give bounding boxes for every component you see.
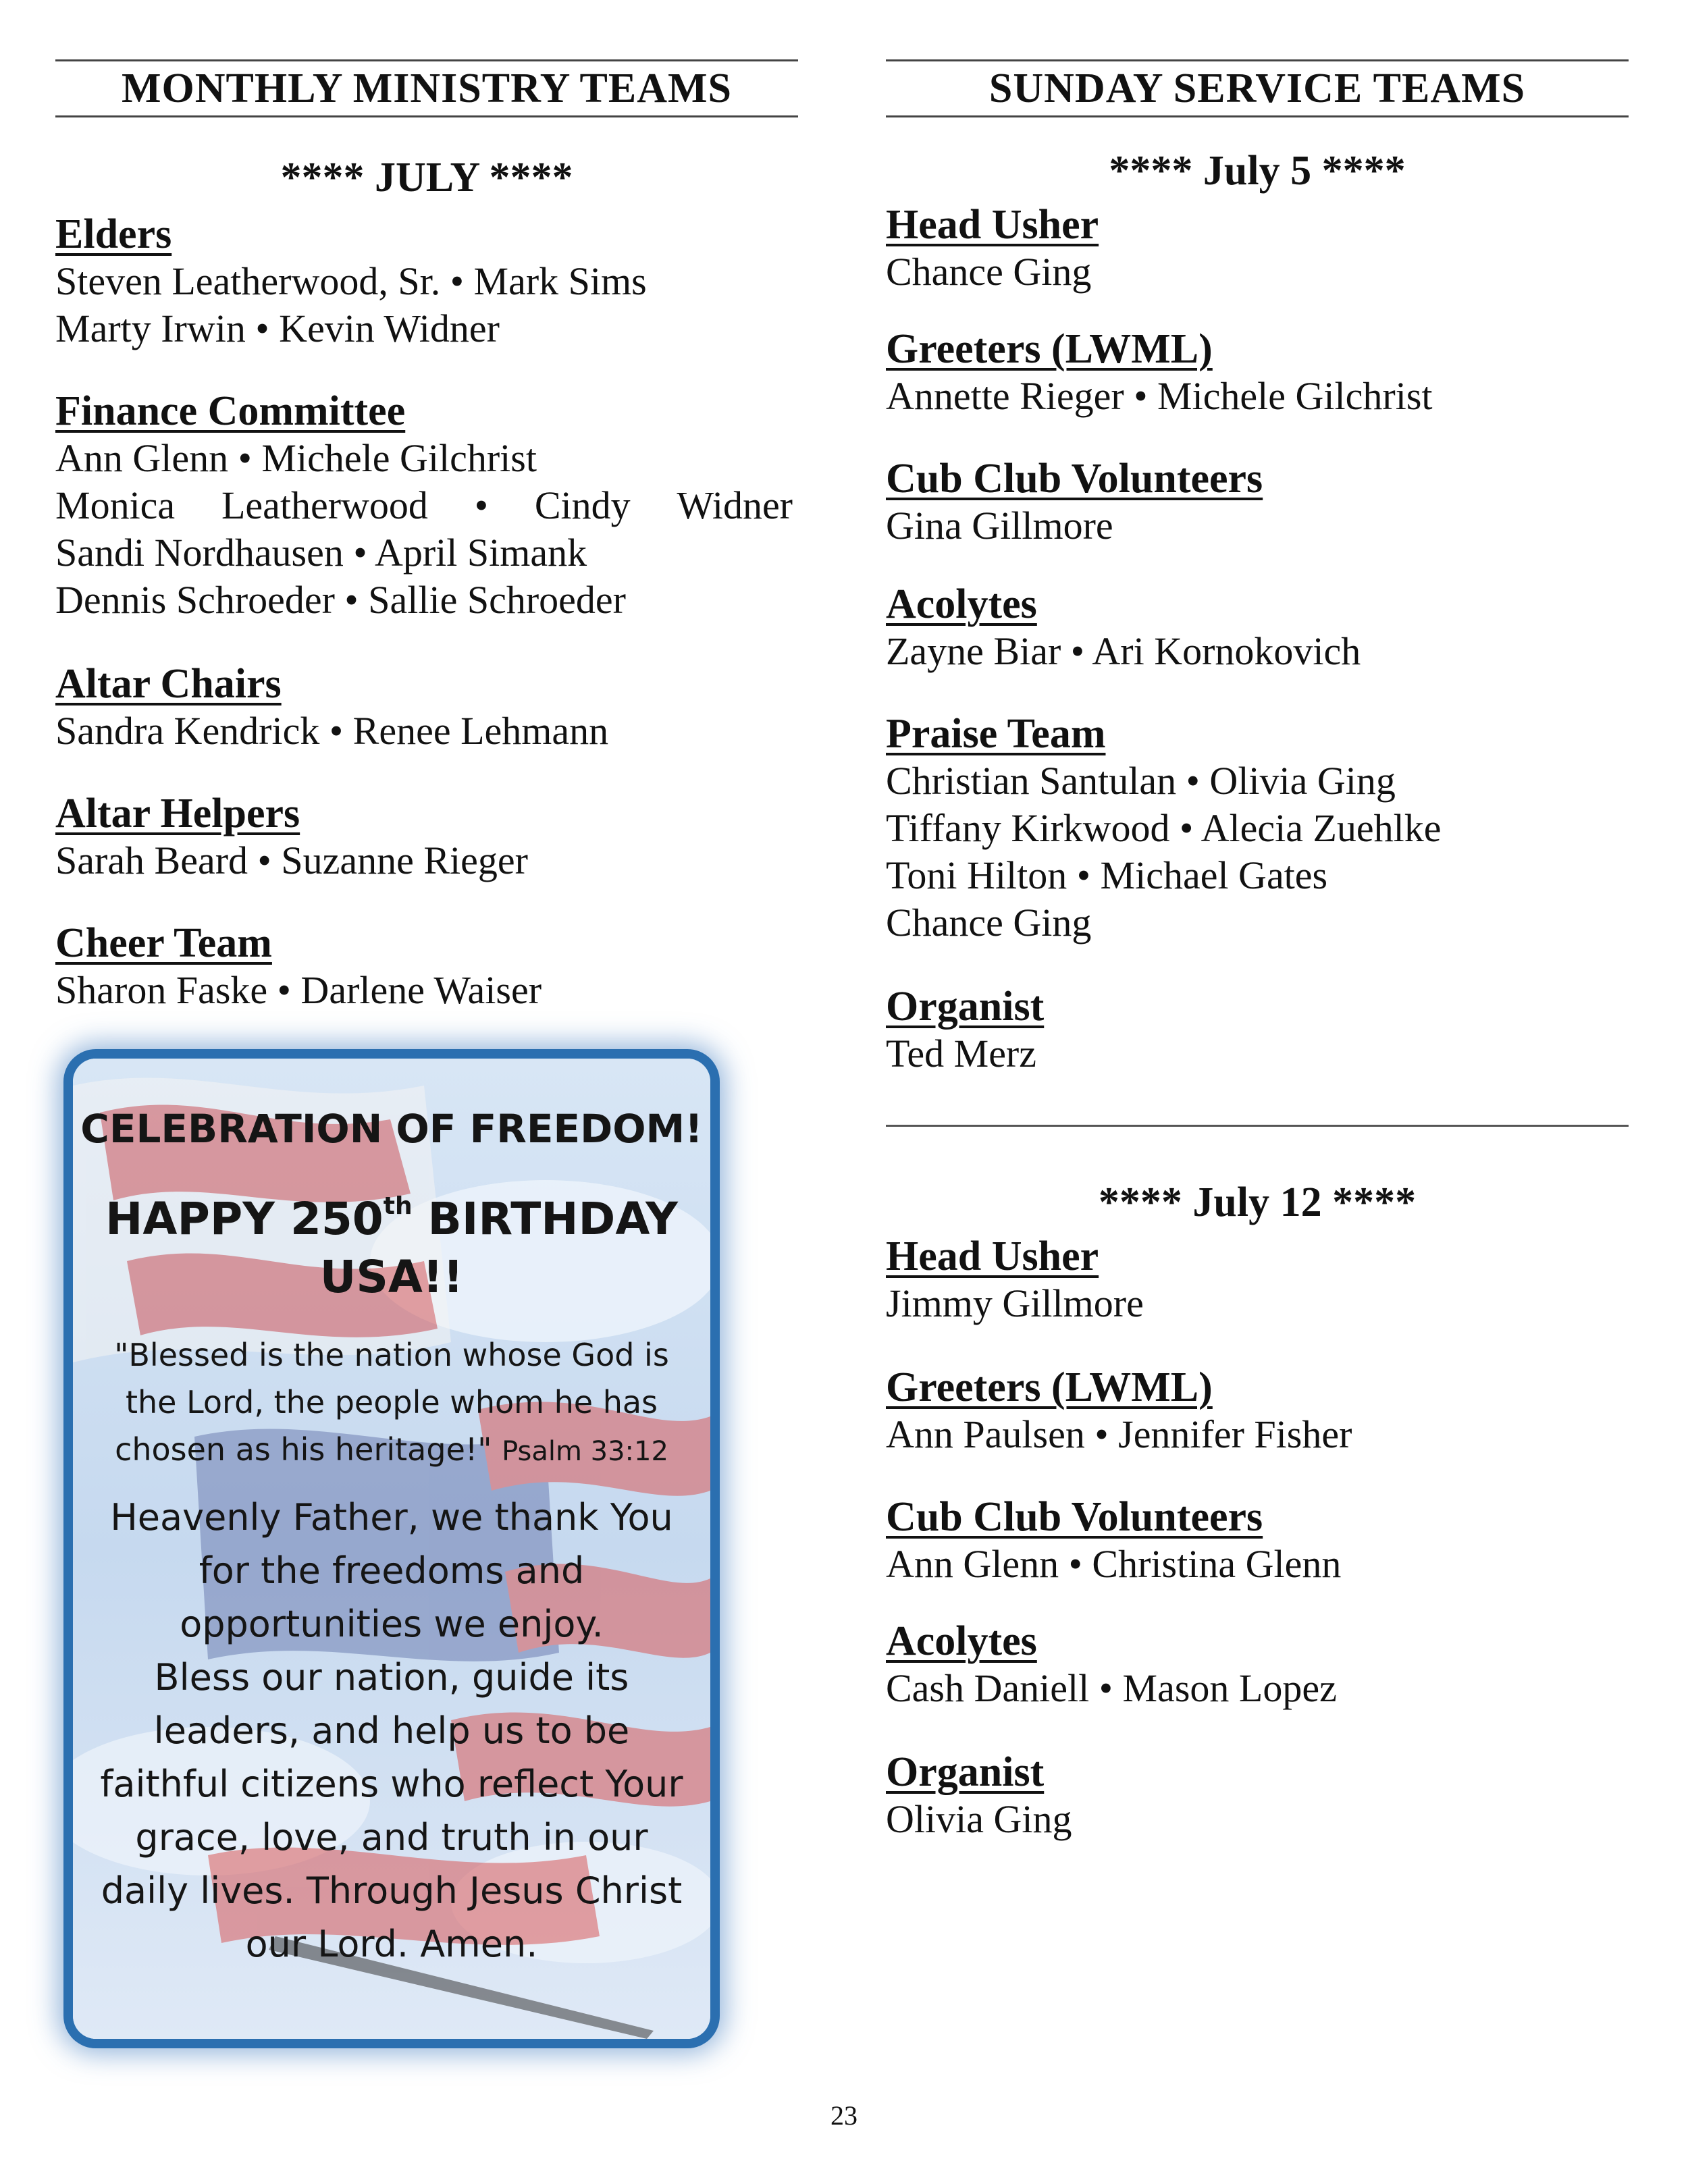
group-line: Ann Paulsen • Jennifer Fisher [886,1412,1352,1456]
word: Widner [677,483,793,527]
group-greeters [886,1364,1629,1458]
birthday-ordinal: th [383,1192,413,1220]
group-organist [886,983,1629,1077]
group-line: Ann Glenn • Christina Glenn [886,1542,1342,1586]
prayer-line: Bless our nation, guide its [154,1656,629,1699]
group-cub-club [886,455,1629,550]
group-line: Marty Irwin • Kevin Widner [55,307,500,350]
prayer-line: faithful citizens who reflect Your [100,1763,683,1805]
group-line: Sharon Faske • Darlene Waiser [55,968,542,1012]
group-title: Greeters (LWML) [886,326,1213,372]
prayer [73,1491,710,1971]
group-line: Zayne Biar • Ari Kornokovich [886,629,1361,673]
bible-verse [73,1331,710,1475]
group-line: Sandi Nordhausen • April Simank [55,531,587,575]
birthday-text: HAPPY 250 [105,1193,384,1245]
group-line: Cash Daniell • Mason Lopez [886,1666,1337,1710]
group-line: Steven Leatherwood, Sr. • Mark Sims [55,259,647,303]
prayer-line: for the freedoms and [199,1549,585,1592]
group-line: Chance Ging [886,901,1092,944]
group-line: Gina Gillmore [886,504,1113,548]
word: Cindy [534,483,631,527]
prayer-line: grace, love, and truth in our [135,1816,648,1859]
group-title: Elders [55,211,172,257]
prayer-line: leaders, and help us to be [153,1709,630,1752]
group-acolytes [886,1618,1629,1712]
group-line: Chance Ging [886,250,1092,294]
group-title: Organist [886,984,1045,1030]
sunday-service-heading: SUNDAY SERVICE TEAMS [886,59,1629,117]
group-line: Christian Santulan • Olivia Ging [886,759,1396,803]
group-altar-helpers [55,790,798,884]
group-title: Finance Committee [55,388,406,434]
group-title: Greeters (LWML) [886,1364,1213,1410]
group-line: Sarah Beard • Suzanne Rieger [55,838,528,882]
page-number: 23 [830,2100,858,2131]
celebration-card [73,1059,710,2039]
group-line: Ann Glenn • Michele Gilchrist [55,436,537,480]
prayer-line: our Lord. Amen. [245,1923,538,1965]
group-title: Cheer Team [55,920,272,966]
group-line: Tiffany Kirkwood • Alecia Zuehlke [886,806,1442,850]
group-greeters [886,325,1629,420]
group-praise-team [886,710,1629,947]
word: Monica [55,483,176,527]
monthly-ministry-heading: MONTHLY MINISTRY TEAMS [55,59,798,117]
group-title: Cub Club Volunteers [886,456,1263,502]
group-title: Altar Chairs [55,661,282,707]
group-line: Dennis Schroeder • Sallie Schroeder [55,578,626,622]
group-line-justified [55,482,793,529]
group-title: Acolytes [886,1618,1037,1664]
group-line: Sandra Kendrick • Renee Lehmann [55,709,609,753]
week-heading-july-12: **** July 12 **** [1098,1179,1417,1225]
group-line: Annette Rieger • Michele Gilchrist [886,374,1433,418]
prayer-line: Heavenly Father, we thank You [110,1496,673,1539]
group-altar-chairs [55,660,798,755]
group-line: Jimmy Gillmore [886,1281,1144,1325]
month-heading: **** JULY **** [280,155,573,201]
group-title: Acolytes [886,581,1037,627]
verse-text: "Blessed is the nation whose God is the Lord, the people whom he has chosen as his heritage!" [114,1337,669,1468]
prayer-line: opportunities we enjoy. [180,1603,604,1645]
week-divider [886,1125,1629,1127]
group-cheer-team [55,920,798,1014]
prayer-line: daily lives. Through Jesus Christ [101,1869,683,1912]
word: Leatherwood [221,483,428,527]
group-title: Organist [886,1749,1045,1795]
group-line: Ted Merz [886,1032,1036,1075]
week-heading-july-5: **** July 5 **** [1109,148,1406,194]
group-line: Toni Hilton • Michael Gates [886,853,1328,897]
group-acolytes [886,581,1629,675]
verse-reference: Psalm 33:12 [502,1436,668,1467]
group-title: Head Usher [886,202,1099,248]
card-title: CELEBRATION OF FREEDOM! [80,1106,703,1152]
group-title: Altar Helpers [55,791,300,836]
group-cub-club [886,1493,1629,1588]
birthday-usa: USA!! [319,1251,464,1303]
birthday-text: BIRTHDAY [412,1193,678,1245]
bullet: • [474,483,489,527]
group-elders [55,211,798,352]
group-title: Cub Club Volunteers [886,1494,1263,1540]
group-line: Olivia Ging [886,1797,1072,1841]
group-head-usher [886,1233,1629,1327]
group-finance-committee [55,388,798,624]
group-head-usher [886,201,1629,296]
birthday-heading [73,1177,710,1306]
group-organist [886,1749,1629,1843]
group-title: Praise Team [886,711,1106,757]
group-title: Head Usher [886,1233,1099,1279]
